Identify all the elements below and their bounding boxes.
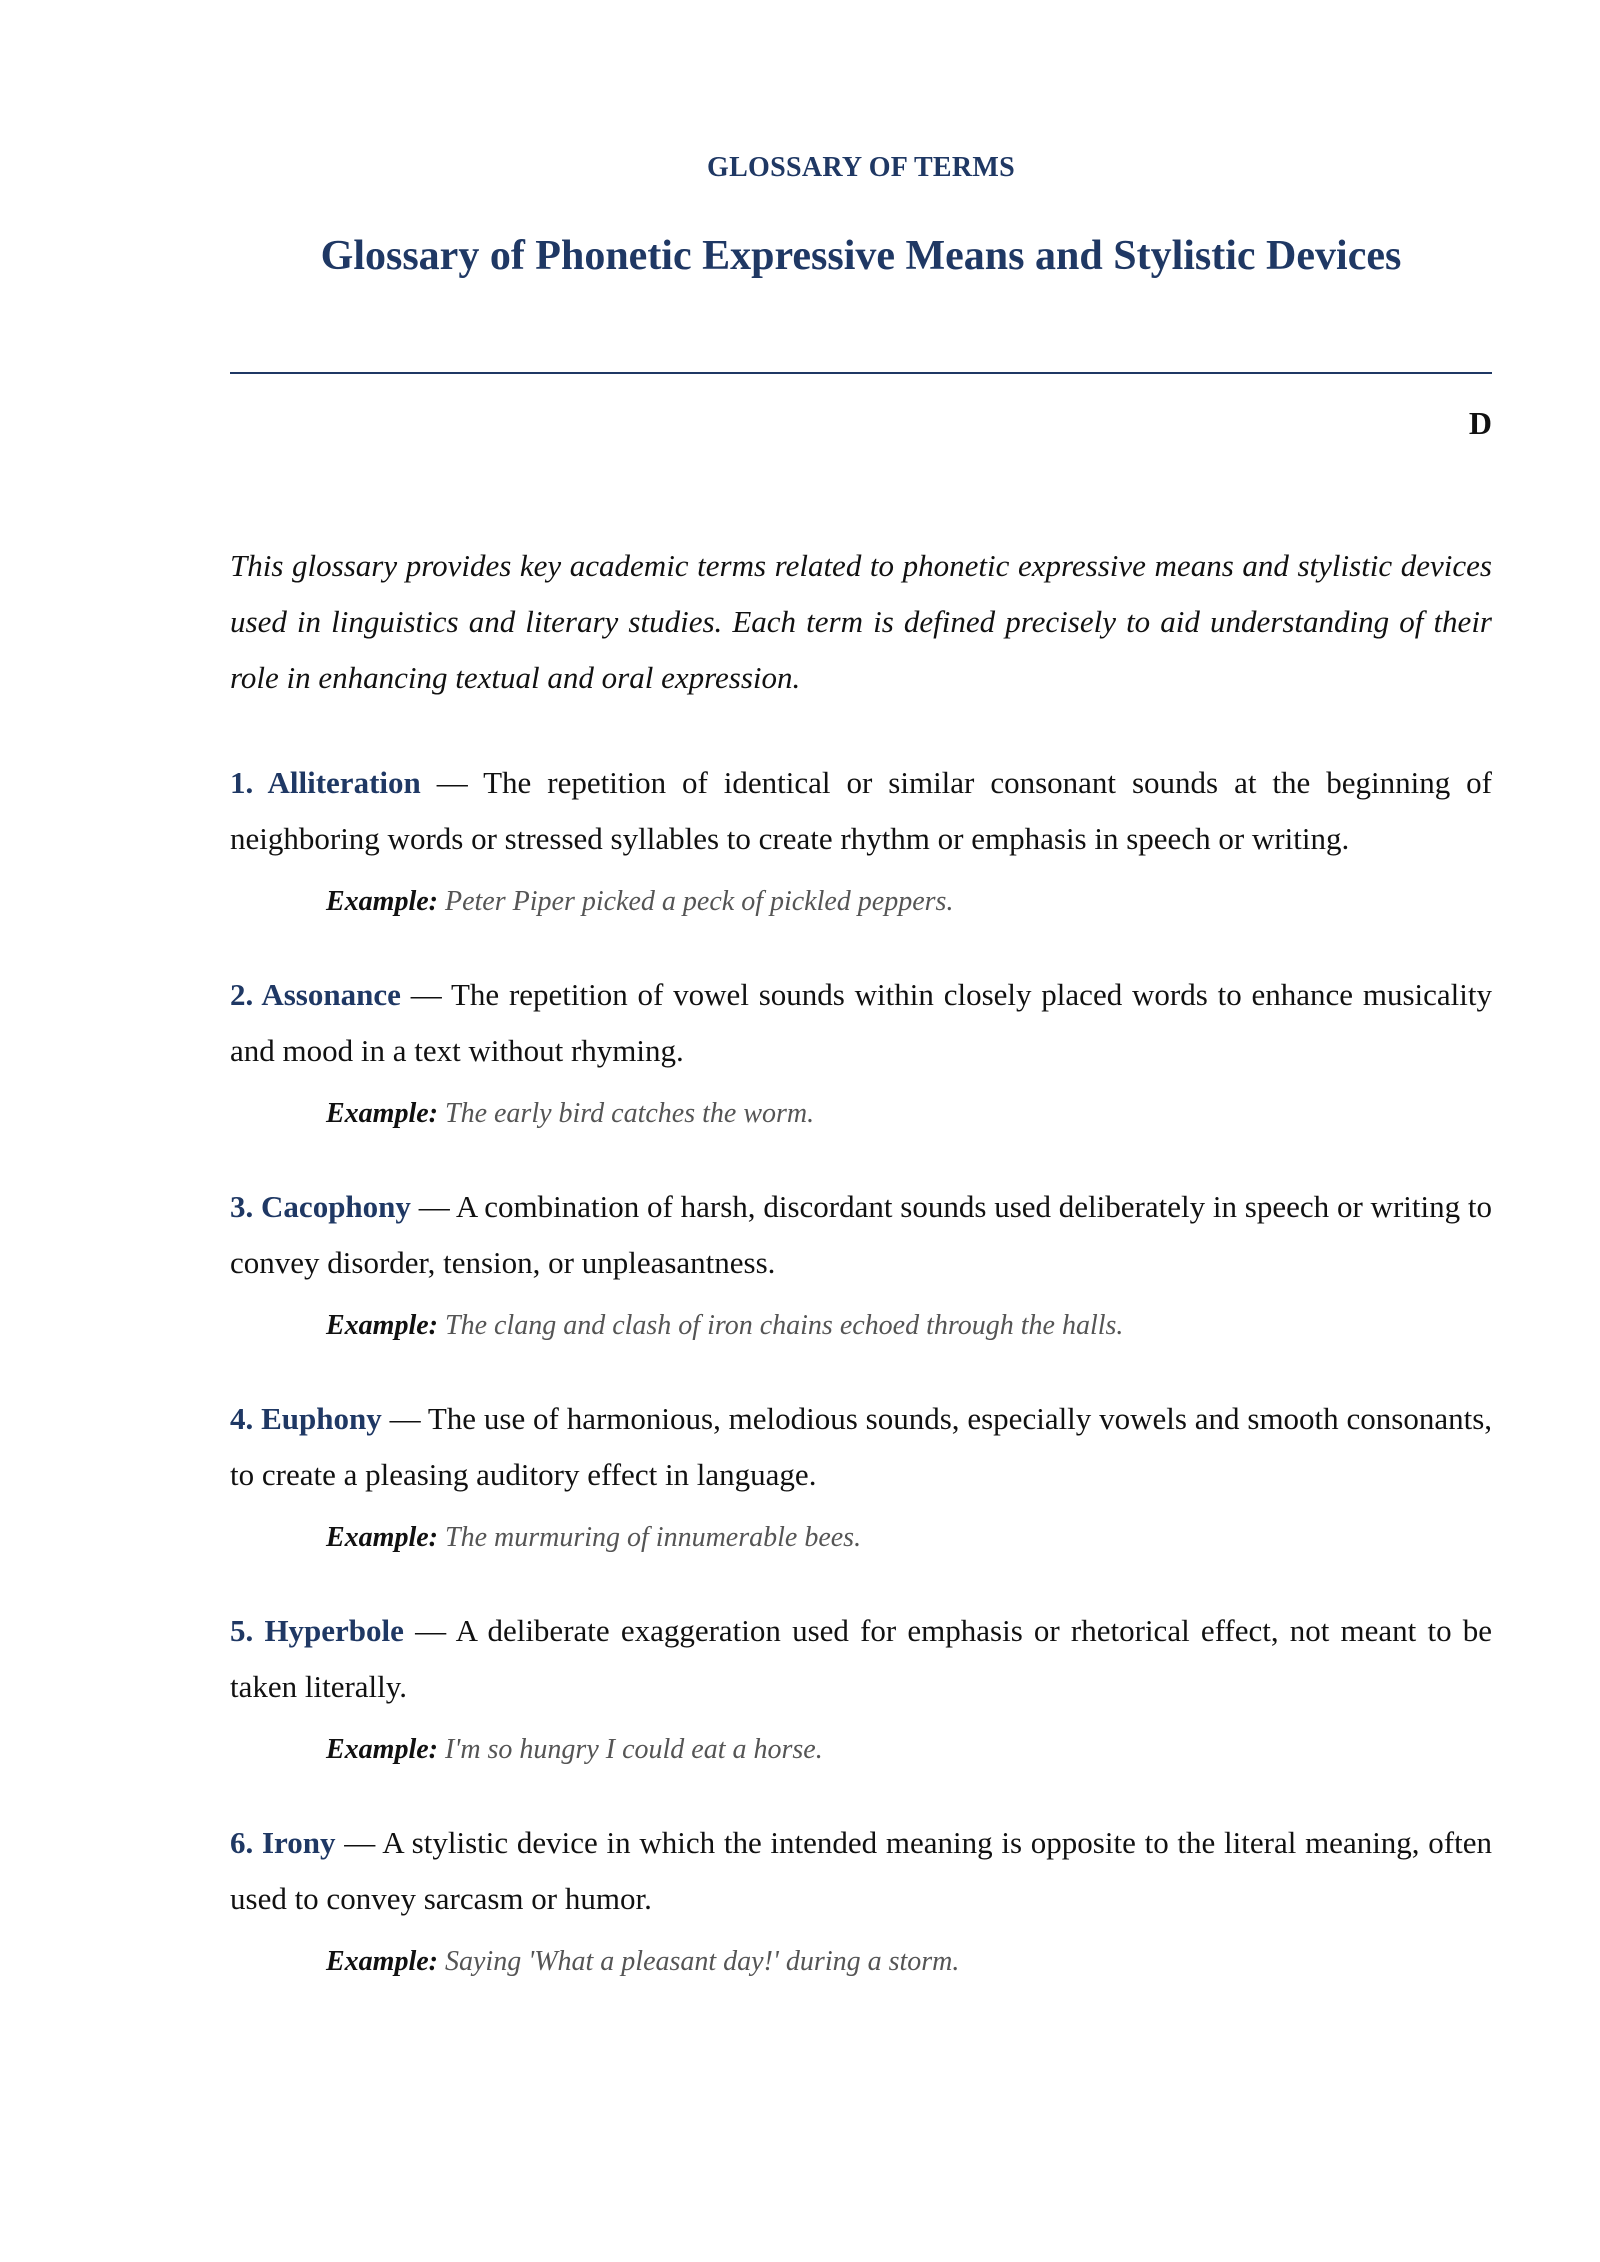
entry-term [230, 1189, 411, 1224]
entry-definition-line [230, 1815, 1492, 1927]
entry-example [326, 886, 953, 918]
entry-definition-line [230, 1391, 1492, 1503]
entry-definition: The use of harmonious, melodious sounds, especially vowels and smooth consonants, to create a pleasing auditory effect in language. [230, 1401, 1493, 1492]
entry-term [230, 765, 421, 800]
section-letter: D [1468, 405, 1492, 441]
glossary-entry [230, 967, 1492, 1179]
entry-number: 1. [230, 765, 254, 800]
entry-term-name: Hyperbole [264, 1613, 404, 1648]
entry-term [230, 977, 401, 1012]
example-text: The clang and clash of iron chains echoed through the halls. [445, 1310, 1124, 1341]
section-kicker: GLOSSARY OF TERMS [706, 152, 1016, 183]
entry-separator: — [410, 977, 442, 1012]
entry-separator: — [418, 1189, 450, 1224]
entry-term [230, 1613, 404, 1648]
title-divider [230, 372, 1492, 374]
entry-number: 4. [230, 1401, 254, 1436]
glossary-entry [230, 755, 1492, 967]
entry-term-name: Cacophony [261, 1189, 411, 1224]
example-label: Example: [326, 1522, 438, 1553]
entry-definition-line [230, 755, 1492, 867]
glossary-entry [230, 1603, 1492, 1815]
entry-example [326, 1098, 814, 1130]
entry-separator: — [344, 1825, 376, 1860]
glossary-entry [230, 1815, 1492, 2027]
entry-example [326, 1946, 959, 1978]
entry-number: 6. [230, 1825, 254, 1860]
example-label: Example: [326, 1310, 438, 1341]
entry-term-name: Euphony [261, 1401, 382, 1436]
example-text: The murmuring of innumerable bees. [445, 1522, 862, 1553]
example-label: Example: [326, 1734, 438, 1765]
entry-example [326, 1734, 823, 1766]
entry-definition-line [230, 967, 1492, 1079]
entry-term-name: Irony [261, 1825, 336, 1860]
example-label: Example: [326, 1098, 438, 1129]
entry-number: 5. [230, 1613, 254, 1648]
entry-term [230, 1401, 382, 1436]
entry-separator: — [415, 1613, 447, 1648]
entry-number: 3. [230, 1189, 254, 1224]
entry-definition: The repetition of identical or similar consonant sounds at the beginning of neighboring words or stressed syllables to create rhythm or emphasis in speech or writing. [230, 765, 1492, 856]
entry-definition-line [230, 1603, 1492, 1715]
example-text: The early bird catches the worm. [445, 1098, 815, 1129]
entry-example [326, 1522, 861, 1554]
entry-example [326, 1310, 1123, 1342]
entry-term-name: Assonance [261, 977, 401, 1012]
example-text: Peter Piper picked a peck of pickled peppers. [445, 886, 954, 917]
example-label: Example: [326, 1946, 438, 1977]
entry-term-name: Alliteration [267, 765, 421, 800]
entry-separator: — [389, 1401, 421, 1436]
example-text: Saying 'What a pleasant day!' during a storm. [445, 1946, 960, 1977]
page-title: Glossary of Phonetic Expressive Means and Stylistic Devices [320, 233, 1402, 279]
entry-separator: — [436, 765, 468, 800]
entry-definition-line [230, 1179, 1492, 1291]
example-text: I'm so hungry I could eat a horse. [445, 1734, 823, 1765]
entry-number: 2. [230, 977, 254, 1012]
intro-paragraph: This glossary provides key academic terms related to phonetic expressive means and stylistic devices used in linguistics and literary studies. Each term is defined precisely to aid understanding of their role in enhancing textual and oral expression. [230, 548, 1492, 695]
glossary-entry [230, 1179, 1492, 1391]
entry-definition: A deliberate exaggeration used for emphasis or rhetorical effect, not meant to be taken literally. [230, 1613, 1493, 1704]
entry-definition: A stylistic device in which the intended meaning is opposite to the literal meaning, often used to convey sarcasm or humor. [230, 1825, 1492, 1916]
glossary-entry [230, 1391, 1492, 1603]
example-label: Example: [326, 886, 438, 917]
entry-definition: The repetition of vowel sounds within closely placed words to enhance musicality and mood in a text without rhyming. [230, 977, 1492, 1068]
entry-definition: A combination of harsh, discordant sounds used deliberately in speech or writing to convey disorder, tension, or unpleasantness. [230, 1189, 1493, 1280]
entry-term [230, 1825, 336, 1860]
glossary-list [230, 755, 1492, 2027]
